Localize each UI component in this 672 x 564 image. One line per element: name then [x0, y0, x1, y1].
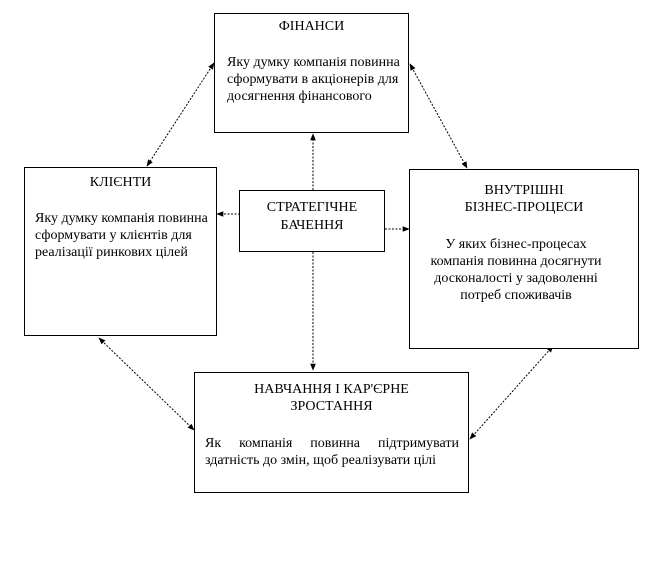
finance-box — [214, 13, 409, 133]
arrow-clients-learning — [99, 338, 194, 430]
clients-box — [24, 167, 217, 336]
finance-title: ФІНАНСИ — [278, 19, 345, 34]
learning-text: Як компанія повинна підтримувати здатність до змін, щоб реалізувати цілі — [205, 436, 459, 468]
learning-title: НАВЧАННЯ І КАР'ЄРНЕ ЗРОСТАННЯ — [254, 382, 409, 414]
arrow-finance-internal — [410, 64, 467, 168]
arrow-finance-clients — [147, 63, 214, 166]
strategy-box — [239, 190, 385, 252]
clients-title: КЛІЄНТИ — [89, 175, 152, 190]
internal-box — [409, 169, 639, 349]
internal-title-line1: ВНУТРІШНІ — [484, 183, 564, 198]
internal-title-line2: БІЗНЕС-ПРОЦЕСИ — [464, 200, 584, 215]
strategy-title: СТРАТЕГІЧНЕ БАЧЕННЯ — [266, 200, 358, 233]
internal-text: У яких бізнес-процесах компанія повинна досягнути досконалості у задоволенні потреб споживачів — [430, 237, 602, 303]
finance-text: Яку думку компанія повинна сформувати в акціонерів для досягнення фінансового — [227, 55, 400, 104]
clients-text: Яку думку компанія повинна сформувати у клієнтів для реалізації ринкових цілей — [35, 211, 208, 260]
arrow-internal-learning — [470, 346, 553, 439]
learning-box — [194, 372, 469, 493]
